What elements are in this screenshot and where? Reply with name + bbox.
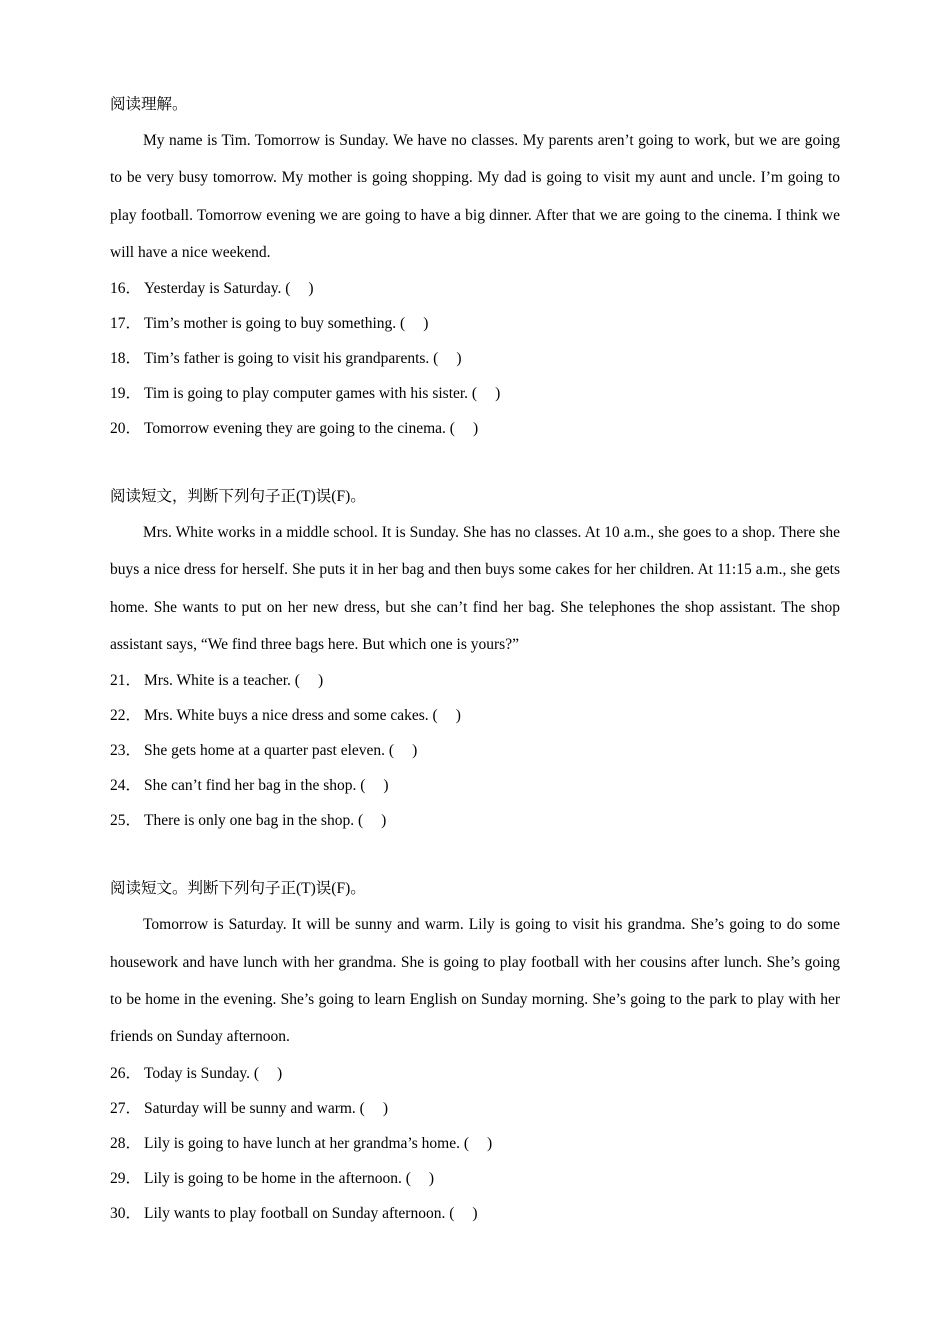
question-number: 18． bbox=[110, 350, 142, 368]
closing-bracket: ) bbox=[472, 1204, 478, 1222]
question-number: 16． bbox=[110, 280, 142, 298]
question-text: Mrs. White buys a nice dress and some cakes. ( bbox=[144, 707, 438, 725]
closing-bracket: ) bbox=[428, 1169, 435, 1187]
question-item bbox=[110, 733, 840, 768]
question-item bbox=[110, 663, 840, 698]
question-number: 22． bbox=[110, 707, 142, 725]
question-text: There is only one bag in the shop. ( bbox=[144, 812, 364, 830]
question-item bbox=[110, 1196, 840, 1231]
question-item bbox=[110, 306, 840, 341]
question-item bbox=[110, 1091, 840, 1126]
question-item bbox=[110, 698, 840, 733]
reading-section-2 bbox=[110, 480, 840, 838]
closing-bracket: ) bbox=[277, 1064, 283, 1082]
question-number: 30． bbox=[110, 1204, 142, 1222]
question-item bbox=[110, 1126, 840, 1161]
question-number: 17． bbox=[110, 315, 142, 333]
closing-bracket: ) bbox=[495, 385, 501, 403]
question-number: 27． bbox=[110, 1099, 142, 1117]
question-number: 21． bbox=[110, 672, 142, 690]
closing-bracket: ) bbox=[423, 315, 429, 333]
closing-bracket: ) bbox=[383, 777, 389, 795]
question-text: Today is Sunday. ( bbox=[144, 1064, 260, 1082]
closing-bracket: ) bbox=[382, 1099, 389, 1117]
question-text: Tomorrow evening they are going to the cinema. ( bbox=[144, 420, 455, 438]
question-item bbox=[110, 411, 840, 446]
question-text: She gets home at a quarter past eleven. ( bbox=[144, 742, 395, 760]
question-text: Lily wants to play football on Sunday afternoon. ( bbox=[144, 1204, 455, 1222]
question-text: She can’t find her bag in the shop. ( bbox=[144, 777, 366, 795]
closing-bracket: ) bbox=[472, 420, 479, 438]
question-item bbox=[110, 1056, 840, 1091]
question-text: Saturday will be sunny and warm. ( bbox=[144, 1099, 365, 1117]
question-item bbox=[110, 271, 840, 306]
section-heading: 阅读理解。 bbox=[110, 96, 188, 113]
question-number: 29． bbox=[110, 1169, 142, 1187]
question-item bbox=[110, 376, 840, 411]
worksheet-page bbox=[110, 88, 840, 1265]
question-item bbox=[110, 768, 840, 803]
question-text: Tim’s mother is going to buy something. ( bbox=[144, 315, 406, 333]
reading-passage: Tomorrow is Saturday. It will be sunny and warm. Lily is going to visit his grandma. She’s going to do some housework and have lunch with her grandma. She is going to play football with her cousins after lunch. She’s going to be home in the evening. She’s going to learn English on Sunday morning. She’s going to the park to play with her friends on Sunday afternoon. bbox=[110, 916, 840, 1046]
question-number: 25． bbox=[110, 812, 142, 830]
question-number: 26． bbox=[110, 1064, 142, 1082]
closing-bracket: ) bbox=[455, 707, 461, 725]
closing-bracket: ) bbox=[317, 672, 324, 690]
question-number: 23． bbox=[110, 742, 142, 760]
reading-passage: My name is Tim. Tomorrow is Sunday. We have no classes. My parents aren’t going to work, but we are going to be very busy tomorrow. My mother is going shopping. My dad is going to visit my aunt and uncle. I’m going to play football. Tomorrow evening we are going to have a big dinner. After that we are going to the cinema. I think we will have a nice weekend. bbox=[110, 132, 840, 261]
question-text: Mrs. White is a teacher. ( bbox=[144, 672, 300, 690]
question-item bbox=[110, 341, 840, 376]
question-text: Yesterday is Saturday. ( bbox=[144, 280, 291, 298]
question-text: Tim’s father is going to visit his grandparents. ( bbox=[144, 350, 439, 368]
reading-section-1 bbox=[110, 88, 840, 446]
section-heading: 阅读短文。判断下列句子正(T)误(F)。 bbox=[110, 880, 366, 898]
question-text: Lily is going to be home in the afternoon. ( bbox=[144, 1169, 411, 1187]
closing-bracket: ) bbox=[412, 742, 418, 760]
question-item bbox=[110, 1161, 840, 1196]
question-number: 20． bbox=[110, 420, 142, 438]
question-number: 19． bbox=[110, 385, 142, 403]
section-heading: 阅读短文，判断下列句子正(T)误(F)。 bbox=[110, 488, 366, 506]
closing-bracket: ) bbox=[308, 280, 314, 298]
question-number: 28． bbox=[110, 1134, 142, 1152]
question-text: Tim is going to play computer games with his sister. ( bbox=[144, 385, 478, 403]
question-number: 24． bbox=[110, 777, 142, 795]
closing-bracket: ) bbox=[456, 350, 462, 368]
reading-section-3 bbox=[110, 872, 840, 1230]
question-text: Lily is going to have lunch at her grandma’s home. ( bbox=[144, 1134, 469, 1152]
closing-bracket: ) bbox=[381, 812, 387, 830]
question-item bbox=[110, 803, 840, 838]
reading-passage: Mrs. White works in a middle school. It is Sunday. She has no classes. At 10 a.m., she goes to a shop. There she buys a nice dress for herself. She puts it in her bag and then buys some cakes for her children. At 11:15 a.m., she gets home. She wants to put on her new dress, but she can’t find her bag. She telephones the shop assistant. The shop assistant says, “We find three bags here. But which one is yours?” bbox=[110, 524, 840, 654]
closing-bracket: ) bbox=[487, 1134, 493, 1152]
